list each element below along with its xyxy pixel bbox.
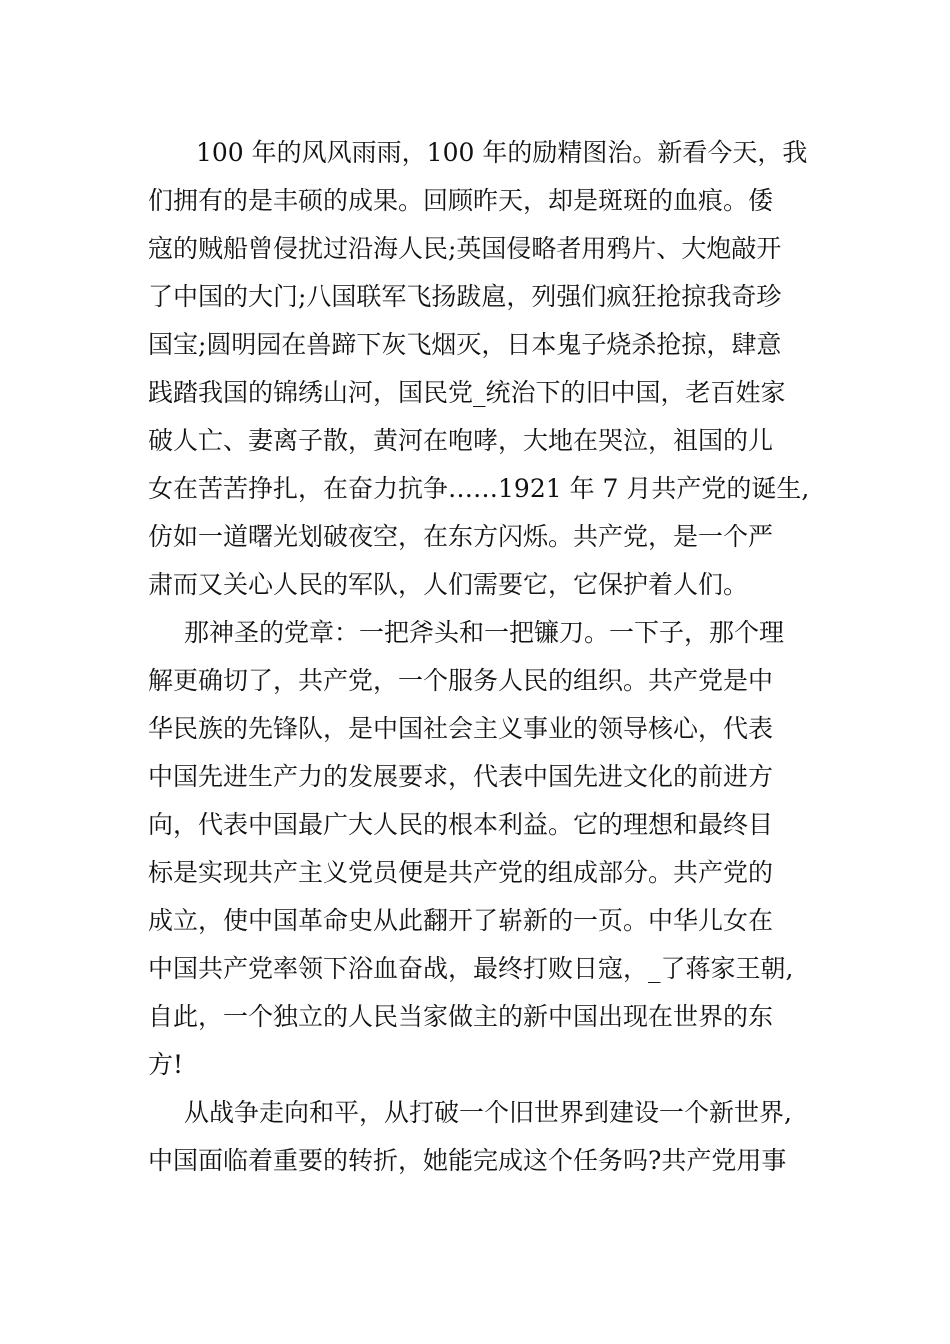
text-line: 破人亡、妻离子散，黄河在咆哮，大地在哭泣，祖国的儿 <box>148 426 774 455</box>
text-line: 中国先进生产力的发展要求，代表中国先进文化的前进方 <box>148 762 774 791</box>
text-line: 100 年的风风雨雨，100 年的励精图治。新看今天，我 <box>196 138 808 167</box>
text-line: 了中国的大门;八国联军飞扬跋扈，列强们疯狂抢掠我奇珍 <box>148 282 782 311</box>
text-line: 华民族的先锋队，是中国社会主义事业的领导核心，代表 <box>148 714 774 743</box>
text-line: 国宝;圆明园在兽蹄下灰飞烟灭，日本鬼子烧杀抢掠，肆意 <box>148 330 782 359</box>
text-line: 中国共产党率领下浴血奋战，最终打败日寇，_了蒋家王朝, <box>148 954 794 983</box>
text-line: 中国面临着重要的转折，她能完成这个任务吗?共产党用事 <box>148 1146 787 1175</box>
text-line: 解更确切了，共产党，一个服务人民的组织。共产党是中 <box>148 666 774 695</box>
text-line: 寇的贼船曾侵扰过沿海人民;英国侵略者用鸦片、大炮敲开 <box>148 234 782 263</box>
text-line: 成立，使中国革命史从此翻开了崭新的一页。中华儿女在 <box>148 906 774 935</box>
text-line: 那神圣的党章：一把斧头和一把镰刀。一下子，那个理 <box>184 618 785 647</box>
text-line: 肃而又关心人民的军队，人们需要它，它保护着人们。 <box>148 570 749 599</box>
text-line: 自此，一个独立的人民当家做主的新中国出现在世界的东 <box>148 1002 774 1031</box>
text-line: 方! <box>148 1050 184 1079</box>
text-line: 践踏我国的锦绣山河，国民党_统治下的旧中国，老百姓家 <box>148 378 786 407</box>
text-line: 从战争走向和平，从打破一个旧世界到建设一个新世界, <box>184 1098 792 1127</box>
text-line: 仿如一道曙光划破夜空，在东方闪烁。共产党，是一个严 <box>148 522 774 551</box>
text-line: 标是实现共产主义党员便是共产党的组成部分。共产党的 <box>148 858 774 887</box>
text-line: 们拥有的是丰硕的成果。回顾昨天，却是斑斑的血痕。倭 <box>148 186 774 215</box>
text-line: 女在苦苦挣扎，在奋力抗争……1921 年 7 月共产党的诞生, <box>148 474 810 503</box>
text-line: 向，代表中国最广大人民的根本利益。它的理想和最终目 <box>148 810 774 839</box>
